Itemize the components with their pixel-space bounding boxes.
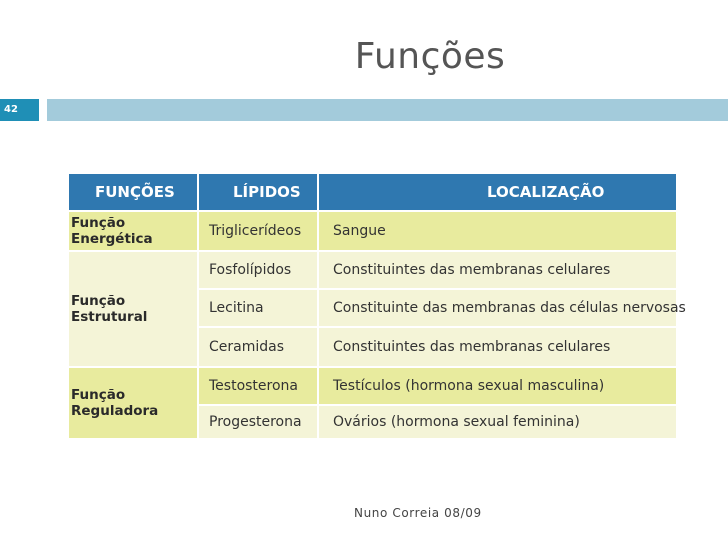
slide-number: 42 [0, 99, 39, 121]
lipid-functions-table [69, 174, 686, 438]
function-label: Função Estrutural [71, 293, 148, 325]
function-label: Função Energética [71, 215, 153, 247]
location-cell: Sangue [319, 212, 676, 250]
location-cell: Constituintes das membranas celulares [319, 328, 676, 366]
lipid-cell: Progesterona [199, 406, 317, 438]
row-divider [199, 288, 676, 290]
location-cell: Testículos (hormona sexual masculina) [319, 368, 676, 404]
function-estrutural [69, 252, 197, 366]
row-divider [69, 250, 676, 252]
column-divider [197, 174, 199, 438]
slide-title: Funções [354, 36, 506, 77]
location-cell: Ovários (hormona sexual feminina) [319, 406, 676, 438]
column-divider [317, 174, 319, 438]
row-divider [69, 210, 676, 212]
function-reguladora [69, 368, 197, 438]
row-divider [199, 326, 676, 328]
header-lipidos: LÍPIDOS [199, 174, 317, 210]
location-cell: Constituinte das membranas das células nervosas [319, 290, 676, 326]
lipid-cell: Lecitina [199, 290, 317, 326]
header-funcoes: FUNÇÕES [69, 174, 197, 210]
row-divider [69, 366, 676, 368]
row-divider [199, 404, 676, 406]
location-cell: Constituintes das membranas celulares [319, 252, 676, 288]
lipid-cell: Ceramidas [199, 328, 317, 366]
title-bar [47, 99, 728, 121]
lipid-cell: Triglicerídeos [199, 212, 317, 250]
lipid-cell: Fosfolípidos [199, 252, 317, 288]
header-localizacao: LOCALIZAÇÃO [319, 174, 676, 210]
function-energetica [69, 212, 197, 250]
function-label: Função Reguladora [71, 387, 159, 419]
lipid-cell: Testosterona [199, 368, 317, 404]
slide-footer: Nuno Correia 08/09 [354, 506, 482, 520]
